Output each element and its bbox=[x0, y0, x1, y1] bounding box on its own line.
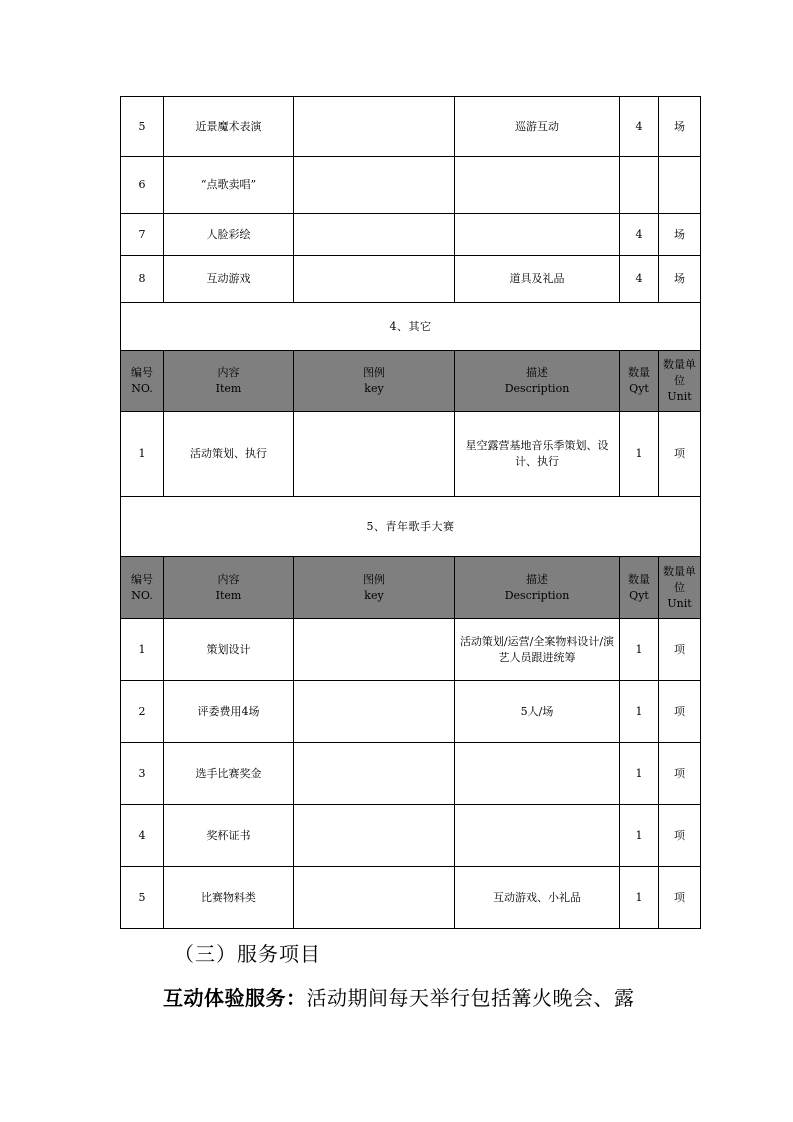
cell-qty: 1 bbox=[620, 412, 659, 497]
table-row bbox=[121, 214, 701, 256]
table-row bbox=[121, 743, 701, 805]
cell-desc: 活动策划/运营/全案物料设计/演艺人员跟进统筹 bbox=[455, 619, 620, 681]
table-row bbox=[121, 157, 701, 214]
section-row bbox=[121, 303, 701, 351]
section-title-4: 4、其它 bbox=[121, 303, 701, 351]
cell-desc: 道具及礼品 bbox=[455, 256, 620, 303]
header-desc: 描述 Description bbox=[455, 557, 620, 619]
table-row bbox=[121, 867, 701, 929]
header-unit: 数量单位 Unit bbox=[659, 351, 701, 412]
header-qty: 数量 Qyt bbox=[620, 557, 659, 619]
cell-unit bbox=[659, 157, 701, 214]
cell-key bbox=[294, 256, 455, 303]
header-unit: 数量单位 Unit bbox=[659, 557, 701, 619]
header-no: 编号 NO. bbox=[121, 351, 164, 412]
cell-qty: 4 bbox=[620, 97, 659, 157]
cell-qty: 4 bbox=[620, 214, 659, 256]
cell-qty: 4 bbox=[620, 256, 659, 303]
section-title-5: 5、青年歌手大赛 bbox=[121, 497, 701, 557]
cell-item: 比赛物料类 bbox=[164, 867, 294, 929]
cell-key bbox=[294, 743, 455, 805]
cell-key bbox=[294, 681, 455, 743]
cell-item: “点歌卖唱” bbox=[164, 157, 294, 214]
cell-no: 5 bbox=[121, 97, 164, 157]
subheading-service-items: （三）服务项目 bbox=[174, 942, 321, 966]
header-item: 内容 Item bbox=[164, 351, 294, 412]
header-row bbox=[121, 557, 701, 619]
section-row bbox=[121, 497, 701, 557]
table-row bbox=[121, 412, 701, 497]
header-row bbox=[121, 351, 701, 412]
cell-key bbox=[294, 157, 455, 214]
table-row bbox=[121, 619, 701, 681]
cell-item: 评委费用4场 bbox=[164, 681, 294, 743]
header-key: 图例 key bbox=[294, 557, 455, 619]
paragraph-lead: 互动体验服务： bbox=[163, 986, 307, 1010]
cell-key bbox=[294, 619, 455, 681]
cell-key bbox=[294, 412, 455, 497]
cell-unit: 场 bbox=[659, 97, 701, 157]
cell-item: 奖杯证书 bbox=[164, 805, 294, 867]
cell-unit: 项 bbox=[659, 867, 701, 929]
table-row bbox=[121, 97, 701, 157]
cell-unit: 场 bbox=[659, 256, 701, 303]
cell-qty: 1 bbox=[620, 867, 659, 929]
table-row bbox=[121, 805, 701, 867]
cell-item: 互动游戏 bbox=[164, 256, 294, 303]
cell-no: 1 bbox=[121, 412, 164, 497]
cell-no: 7 bbox=[121, 214, 164, 256]
itemized-table bbox=[120, 96, 701, 929]
header-desc: 描述 Description bbox=[455, 351, 620, 412]
cell-unit: 场 bbox=[659, 214, 701, 256]
cell-key bbox=[294, 214, 455, 256]
header-item: 内容 Item bbox=[164, 557, 294, 619]
cell-no: 3 bbox=[121, 743, 164, 805]
table-row bbox=[121, 256, 701, 303]
cell-item: 人脸彩绘 bbox=[164, 214, 294, 256]
cell-no: 5 bbox=[121, 867, 164, 929]
cell-qty: 1 bbox=[620, 619, 659, 681]
cell-desc bbox=[455, 743, 620, 805]
header-key: 图例 key bbox=[294, 351, 455, 412]
cell-no: 6 bbox=[121, 157, 164, 214]
cell-qty bbox=[620, 157, 659, 214]
cell-no: 4 bbox=[121, 805, 164, 867]
cell-desc: 互动游戏、小礼品 bbox=[455, 867, 620, 929]
body-paragraph bbox=[163, 982, 635, 1011]
cell-qty: 1 bbox=[620, 805, 659, 867]
cell-unit: 项 bbox=[659, 412, 701, 497]
cell-unit: 项 bbox=[659, 743, 701, 805]
cell-qty: 1 bbox=[620, 743, 659, 805]
cell-key bbox=[294, 97, 455, 157]
paragraph-text: 活动期间每天举行包括篝火晚会、露 bbox=[306, 986, 635, 1010]
cell-item: 选手比赛奖金 bbox=[164, 743, 294, 805]
cell-desc bbox=[455, 805, 620, 867]
cell-desc: 星空露营基地音乐季策划、设计、执行 bbox=[455, 412, 620, 497]
cell-desc bbox=[455, 157, 620, 214]
cell-item: 近景魔术表演 bbox=[164, 97, 294, 157]
cell-unit: 项 bbox=[659, 805, 701, 867]
cell-no: 2 bbox=[121, 681, 164, 743]
cell-no: 8 bbox=[121, 256, 164, 303]
cell-unit: 项 bbox=[659, 619, 701, 681]
cell-key bbox=[294, 805, 455, 867]
table-row bbox=[121, 681, 701, 743]
cell-key bbox=[294, 867, 455, 929]
cell-desc: 5人/场 bbox=[455, 681, 620, 743]
cell-unit: 项 bbox=[659, 681, 701, 743]
header-no: 编号 NO. bbox=[121, 557, 164, 619]
cell-desc bbox=[455, 214, 620, 256]
cell-item: 策划设计 bbox=[164, 619, 294, 681]
cell-item: 活动策划、执行 bbox=[164, 412, 294, 497]
cell-desc: 巡游互动 bbox=[455, 97, 620, 157]
header-qty: 数量 Qyt bbox=[620, 351, 659, 412]
cell-no: 1 bbox=[121, 619, 164, 681]
cell-qty: 1 bbox=[620, 681, 659, 743]
